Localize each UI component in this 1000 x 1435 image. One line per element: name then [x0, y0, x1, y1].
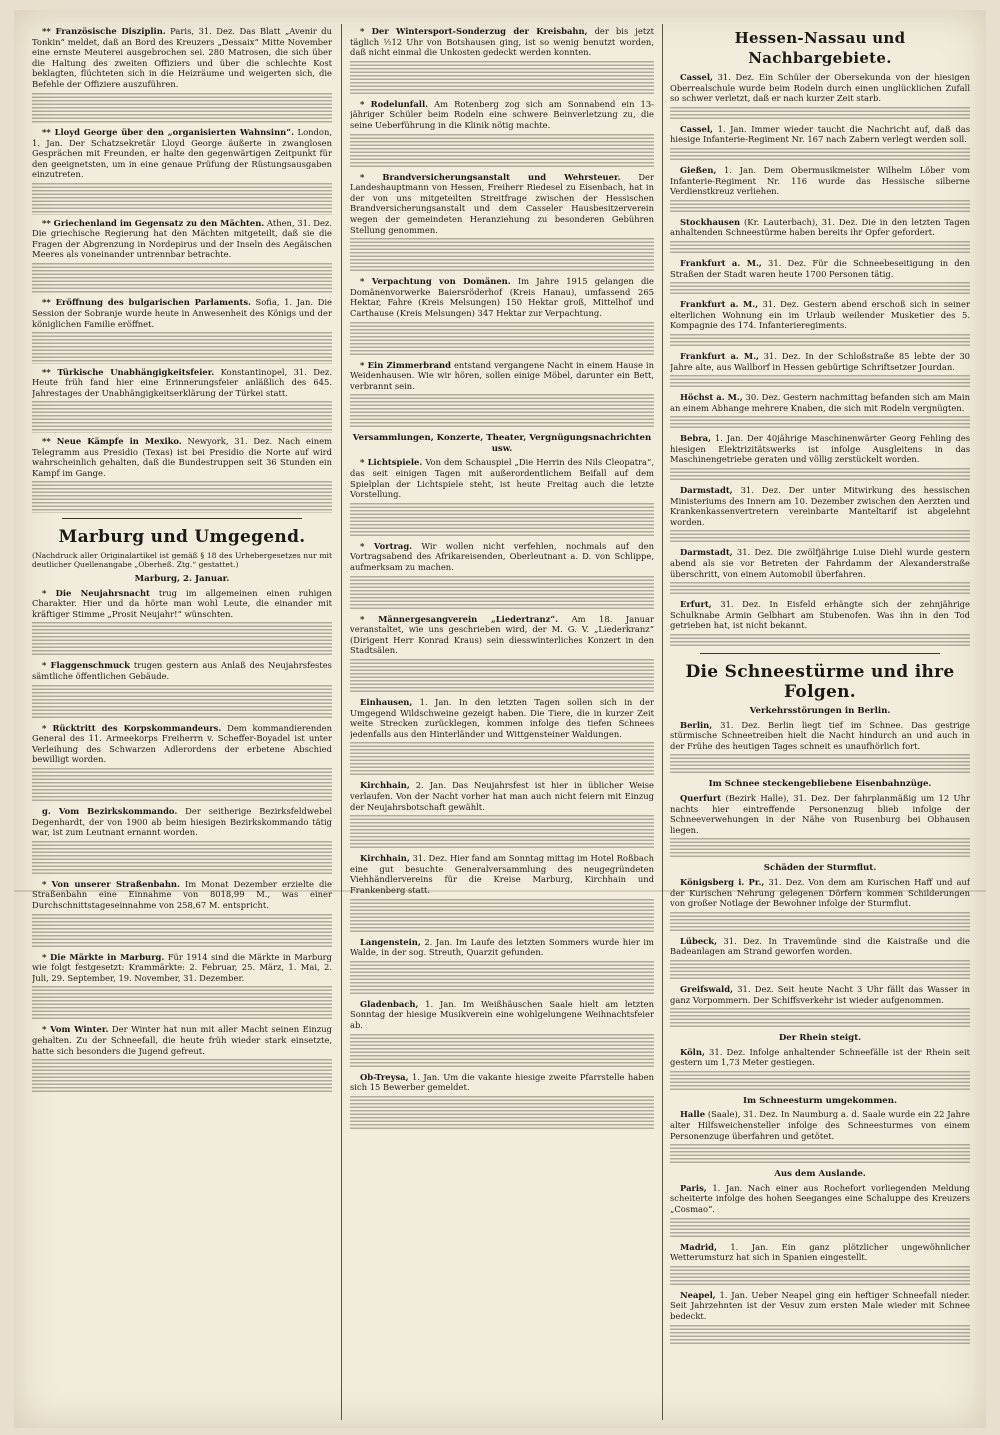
text-continuation [670, 375, 970, 389]
text-continuation [670, 1266, 970, 1287]
news-item-lead: Cassel, [680, 72, 713, 82]
news-item-lead: ** Lloyd George über den „organisierten Wahnsinn“. [42, 127, 294, 138]
news-item-lead: * Rücktritt des Korpskommandeurs. [42, 722, 222, 733]
text-continuation [670, 468, 970, 482]
news-item [670, 392, 970, 430]
news-item [670, 351, 970, 389]
news-item-text: Dem kommandierenden General des 11. Armeekorps Freiherrn v. Scheffer-Boyadel ist unter Verleihung des Schwarzen Adlerordens der erbetene Abschied bewilligt worden. [32, 722, 332, 765]
storms-news-list [670, 720, 970, 1346]
news-item [32, 723, 332, 803]
news-item [32, 297, 332, 363]
section-divider [62, 518, 302, 519]
news-item-lead: Einhausen, [360, 697, 413, 707]
news-item-lead: Darmstadt, [680, 485, 733, 496]
news-item-text: 31. Dez. Seit heute Nacht 3 Uhr fällt das Wasser in ganz Vorpommern. Der Schiffsverkehr ist wieder aufgenommen. [670, 983, 970, 1005]
news-item [350, 172, 654, 274]
news-item-lead: ** Griechenland im Gegensatz zu den Mächten. [42, 217, 265, 228]
news-item-lead: Greifswald, [680, 983, 733, 994]
news-item-text: 1. Jan. Um die vakante hiesige zweite Pfarrstelle haben sich 15 Bewerber gemeldet. [350, 1071, 654, 1093]
text-continuation [32, 986, 332, 1021]
news-item-lead: * Ein Zimmerbrand [360, 359, 451, 370]
news-item [350, 1072, 654, 1131]
news-item-text: Sofia, 1. Jan. Die Session der Sobranje wurde heute in Anwesenheit des Königs und der königlichen Familie eröffnet. [32, 297, 332, 329]
text-continuation [350, 1034, 654, 1069]
news-item-lead: Kirchhain, [360, 780, 410, 791]
news-item-lead: * Die Märkte in Marburg. [42, 951, 165, 962]
text-continuation [350, 1096, 654, 1131]
text-continuation [32, 481, 332, 513]
news-item [32, 1024, 332, 1094]
news-item-text: 30. Dez. Gestern nachmittag befanden sich am Main an einem Abhange mehrere Knaben, die sich mit Rodeln vergnügten. [670, 392, 970, 413]
marburg-dateline: Marburg, 2. Januar. [134, 574, 230, 585]
text-continuation [670, 416, 970, 430]
news-item-text: (Bezirk Halle), 31. Dez. Der fahrplanmäßig um 12 Uhr nachts hier eintreffende Personenzug blieb infolge der Schneeverwehungen in der Nähe von Rusenburg bei Obhausen liegen. [670, 792, 970, 835]
news-item-lead: * Der Wintersport-Sonderzug der Kreisbahn, [360, 26, 588, 36]
news-item-text: 31. Dez. In Eisfeld erhängte sich der zehnjährige Schulknabe Armin Gelbhart am Stubenofen. Was ihn in den Tod getrieben hat, ist nicht bekannt. [670, 599, 970, 631]
news-item-text: Am Rotenberg zog sich am Sonnabend ein 13-jähriger Schüler beim Rodeln eine schwere Beinverletzung zu, die seine Ueberführung in die Klinik nötig machte. [350, 98, 654, 130]
news-item [670, 1183, 970, 1239]
middle-news-list [350, 26, 654, 1131]
news-subhead: Versammlungen, Konzerte, Theater, Vergnügungsnachrichten usw. [352, 433, 652, 454]
news-item-text: Wir wollen nicht verfehlen, nochmals auf den Vortragsabend des Afrikareisenden, Oberleutnant a. D. von Schlippe, aufmerksam zu machen. [350, 540, 654, 573]
news-item-lead: * Männergesangverein „Liedertranz“. [360, 613, 559, 624]
storms-subhead: Verkehrsstörungen in Berlin. [749, 706, 891, 716]
news-item-text: 1. Jan. In den letzten Tagen sollen sich in der Umgegend Wildschweine gezeigt haben. Die Tiere, die in kurzer Zeit weite Strecken zurücklegen, kommen infolge des tiefen Schnees jedenfalls aus den Hinterländer und Wittgensteiner Waldungen. [350, 697, 654, 739]
news-item [670, 299, 970, 348]
news-item-lead: Höchst a. M., [680, 392, 743, 403]
text-continuation [32, 768, 332, 803]
text-continuation [350, 815, 654, 850]
news-item [670, 599, 970, 648]
news-item-text: entstand vergangene Nacht in einem Hause in Weidenhausen. Wie wir hören, sollen einige Möbel, darunter ein Bett, verbrannt sein. [350, 359, 654, 391]
text-continuation [670, 1008, 970, 1029]
news-item [32, 952, 332, 1022]
text-continuation [350, 742, 654, 777]
news-item [350, 99, 654, 169]
news-item-lead: * Die Neujahrsnacht [42, 587, 150, 598]
news-item-text: 31. Dez. Der unter Mitwirkung des hessischen Ministeriums des Innern am 10. Dezember zwischen den Aerzten und Krankenkassenvertretern vereinbarte Manteltarif ist abgelehnt worden. [670, 485, 970, 527]
news-item [32, 367, 332, 433]
text-continuation [670, 1218, 970, 1239]
text-continuation [670, 282, 970, 296]
section-divider [700, 653, 940, 654]
news-item-lead: Langenstein, [360, 936, 421, 947]
news-item-text: trugen gestern aus Anlaß des Neujahrsfestes sämtliche öffentlichen Gebäude. [32, 660, 332, 681]
news-item [32, 660, 332, 719]
news-item-lead: Madrid, [680, 1241, 717, 1252]
marburg-news-list [32, 588, 332, 1094]
news-item-lead: * Flaggenschmuck [42, 660, 130, 671]
text-continuation [32, 1059, 332, 1094]
news-item [670, 1047, 970, 1092]
text-continuation [32, 263, 332, 295]
news-item-text: 1. Jan. Nach einer aus Rochefort vorliegenden Meldung scheiterte infolge des hohen Seeganges eine Schaluppe des Kreuzers „Cosmao“. [670, 1182, 970, 1215]
text-continuation [670, 200, 970, 214]
news-item-text: Der seitherige Bezirksfeldwebel Degenhardt, der von 1900 ab beim hiesigen Bezirkskommando tätig war, ist zum Leutnant ernannt worden. [32, 805, 332, 838]
news-item-text: 2. Jan. Das Neujahrsfest ist hier in üblicher Weise verlaufen. Von der Nacht vorher hat man auch nicht feiern mit Einzug der Neujahrsbotschaft gewählt. [350, 780, 654, 812]
column-rule [662, 24, 663, 1420]
text-continuation [670, 1071, 970, 1092]
text-continuation [670, 1144, 970, 1165]
news-item-text: Im Jahre 1915 gelangen die Domänenvorwerke Baiersröderhof (Kreis Hanau), umfassend 265 Hektar, Fahre (Kreis Melsungen) 150 Hektar groß, Mittelhof und Carthause (Kreis Melsungen) 347 Hektar zur Verpachtung. [350, 276, 654, 318]
news-item-lead: Erfurt, [680, 599, 712, 610]
news-item-text: Für 1914 sind die Märkte in Marburg wie folgt festgesetzt: Krammärkte: 2. Februar, 25. März, 1. Mai, 2. Juli, 29. September, 19. November, 31. Dezember. [32, 951, 332, 983]
text-continuation [670, 582, 970, 596]
news-item-lead: Köln, [680, 1046, 705, 1057]
news-item-lead: Neapel, [680, 1289, 716, 1300]
text-continuation [670, 334, 970, 348]
news-item [670, 1242, 970, 1287]
news-item-text: 31. Dez. Infolge anhaltender Schneefälle ist der Rhein seit gestern um 1,73 Meter gestiegen. [670, 1046, 970, 1068]
news-item-text: 1. Jan. Ueber Neapel ging ein heftiger Schneefall nieder. Seit Jahrzehnten ist der Vesuv zum ersten Male wieder mit Schnee bedeckt. [670, 1289, 970, 1321]
text-continuation [350, 238, 654, 273]
news-item-lead: Frankfurt a. M., [680, 299, 759, 310]
news-item [32, 218, 332, 295]
news-item [670, 485, 970, 544]
news-item-lead: ** Eröffnung des bulgarischen Parlaments. [42, 297, 251, 308]
news-item-text: Newyork, 31. Dez. Nach einem Telegramm aus Presidio (Texas) ist bei Presidio die Norte auf wird wahrscheinlich gehalten, daß die Bundestruppen seit 36 Stunden ein Kampf im Gange. [32, 435, 332, 478]
right-column [670, 26, 970, 1418]
news-item-lead: Frankfurt a. M., [680, 257, 762, 268]
news-item-text: 1. Jan. Immer wieder taucht die Nachricht auf, daß das hiesige Infanterie-Regiment Nr. 167 nach Zabern verlegt werden soll. [670, 123, 970, 145]
news-item [670, 165, 970, 214]
text-continuation [670, 960, 970, 981]
column-rule [341, 24, 342, 1420]
text-continuation [670, 634, 970, 648]
news-item-lead: Gladenbach, [360, 998, 419, 1009]
text-continuation [670, 754, 970, 775]
news-item [670, 124, 970, 162]
news-subhead: Aus dem Auslande. [774, 1169, 866, 1180]
news-subhead: Schäden der Sturmflut. [763, 863, 877, 874]
news-item-text: (Kr. Lauterbach), 31. Dez. Die in den letzten Tagen anhaltenden Schneestürme haben bereits ihr Opfer gefordert. [670, 216, 970, 238]
news-item-text: 31. Dez. Von dem am Kurischen Haff und auf der Kurischen Nehrung gelegenen Dörfern kommen Schilderungen von großer Notlage der Bewohner infolge der Sturmflut. [670, 876, 970, 909]
text-continuation [32, 914, 332, 949]
text-continuation [670, 148, 970, 162]
left-column [32, 26, 332, 1418]
text-continuation [32, 622, 332, 657]
news-item [32, 436, 332, 513]
text-continuation [350, 394, 654, 429]
news-item-text: Im Monat Dezember erzielte die Straßenbahn eine Einnahme von 8018,99 M., was einer Durchschnittstageseinnahme von 258,67 M. entspricht. [32, 878, 332, 910]
news-item-text: Am 18. Januar veranstaltet, wie uns geschrieben wird, der M. G. V. „Liederkranz“ (Dirigent Herr Konrad Kraus) sein diesswinterliches Konzert in den Stadtsälen. [350, 613, 654, 656]
news-item [32, 588, 332, 658]
news-item-text: Der Winter hat nun mit aller Macht seinen Einzug gehalten. Zu der Schneefall, die heute früh wieder stark einsetzte, hatte sich besonders die Jugend gefreut. [32, 1024, 332, 1056]
text-continuation [32, 93, 332, 125]
news-item-lead: Lübeck, [680, 935, 717, 946]
marburg-section-title: Marburg und Umgegend. [58, 526, 306, 547]
text-continuation [350, 134, 654, 169]
news-item-text: 1. Jan. Der 40jährige Maschinenwärter Georg Fehling des hiesigen Elektrizitätswerks ist infolge Ausgleitens in das Maschinengetriebe geraten und völlig zerstückelt worden. [670, 433, 970, 465]
news-item-lead: ** Neue Kämpfe in Mexiko. [42, 435, 182, 446]
news-item-text: Athen, 31. Dez. Die griechische Regierung hat den Mächten mitgeteilt, daß sie die Fragen der Abgrenzung in Nordepirus und der Inseln des Aegäischen Meeres als voneinander untrennbar betrachte. [32, 217, 332, 260]
news-item [670, 984, 970, 1029]
news-item-text: 31. Dez. Für die Schneebeseitigung in den Straßen der Stadt waren heute 1700 Personen tätig. [670, 257, 970, 279]
news-item-text: 31. Dez. In Travemünde sind die Kaistraße und die Badeanlagen am Strand geworfen worden. [670, 935, 970, 957]
text-continuation [350, 961, 654, 996]
news-item-lead: Bebra, [680, 433, 712, 444]
hessen-section-title: Hessen-Nassau und Nachbargebiete. [734, 29, 906, 67]
news-item-lead: * Verpachtung von Domänen. [360, 276, 511, 287]
middle-column [350, 26, 654, 1418]
news-item-text: 31. Dez. Gestern abend erschoß sich in seiner elterlichen Wohnung ein im Urlaub weilender Musketier des 5. Kompagnie des 174. Infanterieregiments. [670, 299, 970, 331]
news-item-text: der bis jetzt täglich ½12 Uhr von Botshausen ging, ist so wenig benutzt worden, daß nicht einmal die Unkosten gedeckt werden konnten. [350, 26, 654, 58]
news-item-text: London, 1. Jan. Der Schatzsekretär Lloyd George äußerte in zwanglosen Gesprächen mit Freunden, er halte den gegenwärtigen Zeitpunkt für den geeignetsten, um in eine genaue Prüfung der Rüstungsausgaben einzutreten. [32, 127, 332, 180]
news-item-lead: * Brandversicherungsanstalt und Wehrsteuer. [360, 171, 621, 182]
left-news-list [32, 26, 332, 513]
news-item-text: 31. Dez. Berlin liegt tief im Schnee. Das gestrige stürmische Schneetreiben hielt die Nacht hindurch an und auch in der Frühe des heutigen Tages schneit es unaufhörlich fort. [670, 719, 970, 751]
storms-section-title: Die Schneestürme und ihre Folgen. [685, 662, 955, 702]
news-item [670, 217, 970, 255]
text-continuation [670, 1325, 970, 1346]
news-item-lead: Frankfurt a. M., [680, 350, 759, 361]
text-continuation [670, 107, 970, 121]
text-continuation [32, 401, 332, 433]
news-item-text: 31. Dez. Die zwölfjährige Luise Diehl wurde gestern abend als sie vor Betreten der Fahrdamm der Alexanderstraße überschritt, von einem Automobil überfahren. [670, 547, 970, 579]
news-item-lead: Kirchhain, [360, 853, 410, 864]
news-item-lead: ** Türkische Unabhängigkeitsfeier. [42, 366, 215, 377]
news-item [32, 127, 332, 214]
news-item-lead: * Vortrag. [360, 540, 413, 551]
text-continuation [350, 899, 654, 934]
news-item [670, 72, 970, 121]
news-item [670, 1109, 970, 1165]
news-item [350, 937, 654, 996]
news-item-text: 31. Dez. Ein Schüler der Obersekunda von der hiesigen Oberrealschule wurde beim Rodeln durch einen unglücklichen Zufall so schwer verletzt, daß er nach kurzer Zeit starb. [670, 72, 970, 104]
news-item [670, 258, 970, 296]
news-item-lead: Cassel, [680, 123, 713, 134]
text-continuation [350, 576, 654, 611]
hessen-news-list [670, 72, 970, 648]
news-item [670, 547, 970, 596]
news-item-text: Paris, 31. Dez. Das Blatt „Avenir du Tonkin“ meldet, daß an Bord des Kreuzers „Dessaix“ Mitte November eine ernste Meuterei ausgebrochen sei. 280 Matrosen, die sich über die Haltung des zweiten Offiziers und über die schlechte Kost beklagten, flüchteten sich in die Heizräume und weigerten sich, die Befehle der Offiziere auszuführen. [32, 26, 332, 89]
news-item-lead: Königsberg i. Pr., [680, 876, 765, 887]
news-item [670, 720, 970, 776]
news-item-lead: Stockhausen [680, 216, 741, 227]
news-item-lead: Darmstadt, [680, 547, 733, 558]
news-item [32, 26, 332, 124]
text-continuation [670, 838, 970, 859]
news-subhead: Im Schnee steckengebliebene Eisenbahnzüge. [708, 779, 932, 790]
news-item-lead: Paris, [680, 1182, 707, 1193]
news-item [350, 360, 654, 430]
news-item-text: trug im allgemeinen einen ruhigen Charakter. Hier und da hörte man wohl Leute, die einander mit kräftiger Stimme „Prosit Neujahr!“ wünschten. [32, 587, 332, 619]
text-continuation [32, 841, 332, 876]
news-item [350, 614, 654, 694]
news-item [350, 26, 654, 96]
news-item-text: (Saale), 31. Dez. In Naumburg a. d. Saale wurde ein 22 Jahre alter Hilfsweichensteller infolge des Schneesturmes von einem Personenzuge überfahren und getötet. [670, 1109, 970, 1141]
text-continuation [350, 659, 654, 694]
news-item-lead: Gießen, [680, 164, 717, 175]
news-item-lead: Querfurt [680, 792, 722, 803]
news-item [350, 541, 654, 611]
news-item-text: 31. Dez. Hier fand am Sonntag mittag im Hotel Roßbach eine gut besuchte Generalversammlung des neugegründeten Viehhändlervereins für die Kreise Marburg, Kirchhain und Frankenberg statt. [350, 853, 654, 895]
news-item [350, 276, 654, 356]
news-item [670, 433, 970, 482]
text-continuation [350, 61, 654, 96]
news-item-lead: * Von unserer Straßenbahn. [42, 878, 180, 889]
news-item-text: Der Landeshauptmann von Hessen, Freiherr Riedesel zu Eisenbach, hat in der von uns mitgeteilten Streitfrage zwischen der Hessischen Brandversicherungsanstalt und dem Casseler Hausbesitzerverein wegen der gemeindeten Heranziehung zu besonderen Gebühren Stellung genommen. [350, 171, 654, 235]
news-item-text: 31. Dez. In der Schloßstraße 85 lebte der 30 Jahre alte, aus Wallborf in Hessen gebürtige Schriftsetzer Jourdan. [670, 350, 970, 372]
text-continuation [350, 322, 654, 357]
text-continuation [670, 530, 970, 544]
news-item [350, 999, 654, 1069]
news-item [32, 806, 332, 876]
text-continuation [32, 332, 332, 364]
news-subhead: Der Rhein steigt. [778, 1033, 862, 1044]
news-item-lead: * Lichtspiele. [360, 457, 423, 468]
news-item-lead: * Vom Winter. [42, 1024, 109, 1035]
news-item-text: 1. Jan. Ein ganz plötzlicher ungewöhnlicher Wetterumsturz hat sich in Spanien eingestellt. [670, 1241, 970, 1263]
news-item [350, 697, 654, 777]
news-item-lead: * Rodelunfall. [360, 98, 429, 109]
news-item-text: Von dem Schauspiel „Die Herrin des Nils Cleopatra“, das seit einigen Tagen mit außerordentlichem Beifall auf dem Spielplan der Lichtspiele steht, ist heute Freitag auch die letzte Vorstellung. [350, 457, 654, 500]
news-subhead: Im Schneesturm umgekommen. [742, 1095, 898, 1106]
news-item-lead: Berlin, [680, 719, 713, 730]
news-item [32, 879, 332, 949]
news-item [670, 877, 970, 933]
text-continuation [670, 912, 970, 933]
text-continuation [32, 685, 332, 720]
news-item-text: 1. Jan. Im Weißhäuschen Saale hielt am letzten Sonntag der hiesige Musikverein eine wohlgelungene Weihnachtsfeier ab. [350, 998, 654, 1030]
news-item-lead: ** Französische Disziplin. [42, 26, 166, 36]
text-continuation [350, 503, 654, 538]
reprint-note: (Nachdruck aller Originalartikel ist gemäß § 18 des Urhebergesetzes nur mit deutlicher Quellenangabe „Oberheß. Ztg.“ gestattet.) [32, 550, 332, 570]
news-item [350, 457, 654, 537]
news-item-lead: g. Vom Bezirkskommando. [42, 805, 178, 816]
newspaper-page [14, 10, 986, 1428]
news-item-text: 2. Jan. Im Laufe des letzten Sommers wurde hier im Walde, in der sog. Streuth, Quarzit gefunden. [350, 936, 654, 958]
news-item-text: 1. Jan. Dem Obermusikmeister Wilhelm Löber vom Infanterie-Regiment Nr. 116 wurde das Hessische silberne Verdienstkreuz verliehen. [670, 164, 970, 197]
news-item [350, 853, 654, 933]
news-item-lead: Ob-Treysa, [360, 1071, 409, 1082]
news-item-text: Konstantinopel, 31. Dez. Heute früh fand hier eine Erinnerungsfeier anläßlich des 645. Jahrestages der Unabhängigkeitserklärung der Türkei statt. [32, 366, 332, 398]
news-item [350, 780, 654, 850]
news-item-lead: Halle [680, 1109, 706, 1120]
news-item [670, 793, 970, 859]
news-item [670, 936, 970, 981]
text-continuation [32, 183, 332, 215]
text-continuation [670, 241, 970, 255]
news-item [670, 1290, 970, 1346]
